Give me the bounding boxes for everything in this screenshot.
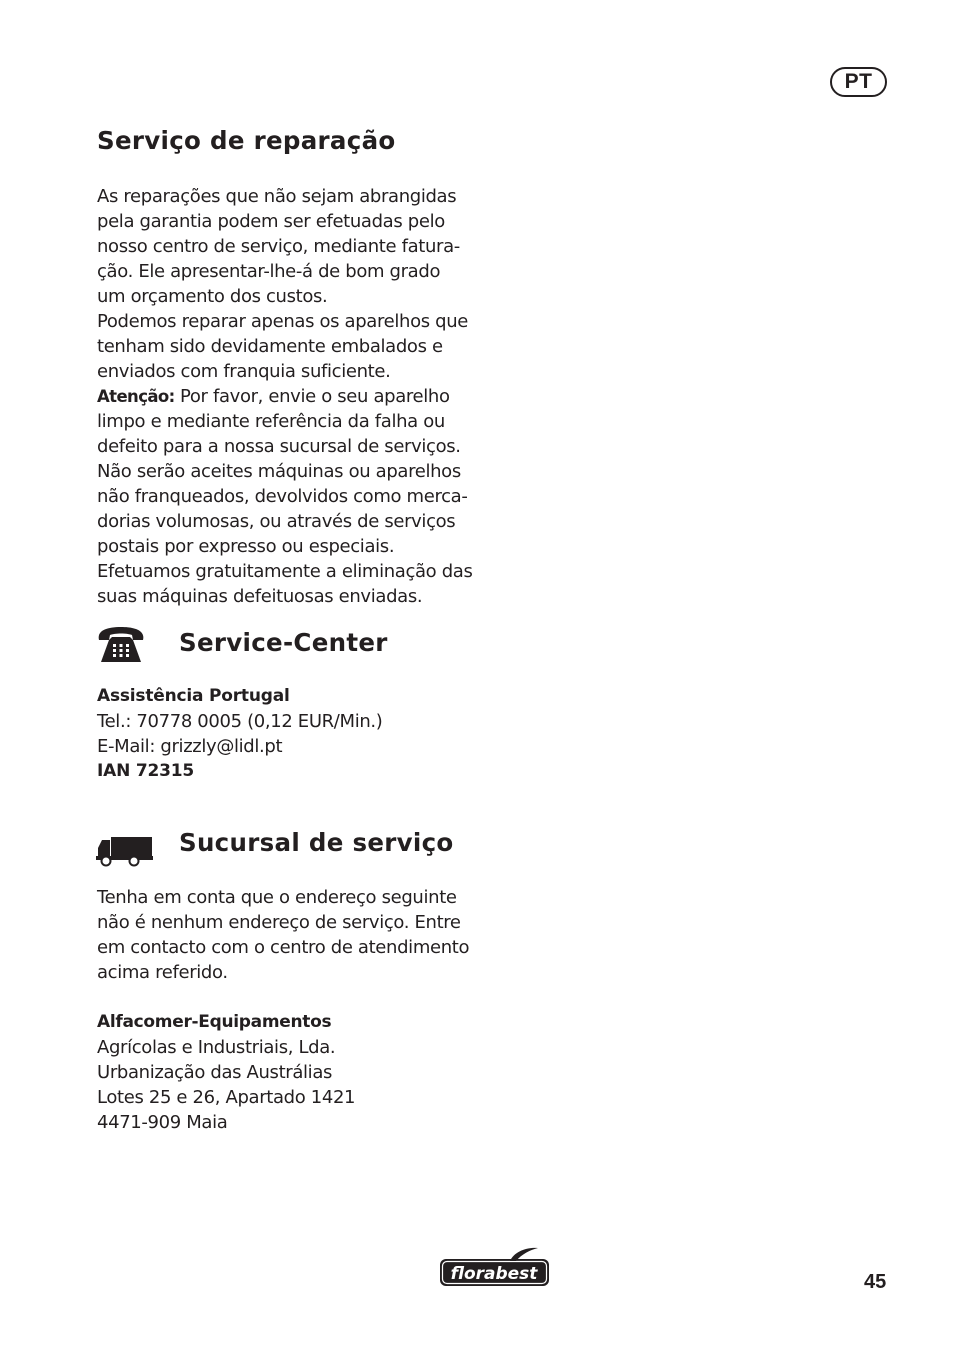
- page-number: 45: [864, 1271, 887, 1293]
- attention-text: Por favor, envie o seu aparelho: [174, 386, 450, 407]
- branch-heading: Sucursal de serviço: [179, 828, 454, 857]
- attention-line: [97, 384, 497, 409]
- text-line: dorias volumosas, ou através de serviços: [97, 511, 456, 532]
- text-line: acima referido.: [97, 962, 228, 983]
- text-line: pela garantia podem ser efetuadas pelo: [97, 211, 445, 232]
- address-line: 4471-909 Maia: [97, 1112, 228, 1133]
- logo-text: florabest: [450, 1264, 538, 1284]
- address-line: Agrícolas e Industriais, Lda.: [97, 1037, 336, 1058]
- branch-address: [97, 1010, 497, 1135]
- text-line: limpo e mediante referência da falha ou: [97, 411, 445, 432]
- text-line: suas máquinas defeituosas enviadas.: [97, 586, 423, 607]
- repair-text: [97, 184, 497, 609]
- text-line: As reparações que não sejam abrangidas: [97, 186, 457, 207]
- text-line: nosso centro de serviço, mediante fatura-: [97, 236, 460, 257]
- address-line: Urbanização das Austrálias: [97, 1062, 333, 1083]
- text-line: um orçamento dos custos.: [97, 286, 328, 307]
- service-center-contact: [97, 684, 497, 784]
- text-line: Podemos reparar apenas os aparelhos que: [97, 311, 468, 332]
- ian-number: IAN 72315: [97, 761, 194, 781]
- text-line: não franqueados, devolvidos como merca-: [97, 486, 468, 507]
- text-line: ção. Ele apresentar-lhe-á de bom grado: [97, 261, 441, 282]
- address-line: Lotes 25 e 26, Apartado 1421: [97, 1087, 356, 1108]
- repair-heading: Serviço de reparação: [97, 126, 396, 155]
- phone-number: Tel.: 70778 0005 (0,12 EUR/Min.): [97, 711, 383, 732]
- text-line: Não serão aceites máquinas ou aparelhos: [97, 461, 461, 482]
- service-center-heading: Service-Center: [179, 628, 388, 657]
- branch-note: [97, 885, 497, 985]
- text-line: Efetuamos gratuitamente a eliminação das: [97, 561, 473, 582]
- telephone-icon: [96, 624, 146, 666]
- attention-label: Atenção:: [97, 387, 175, 406]
- service-center-name: Assistência Portugal: [97, 686, 290, 706]
- florabest-logo: [438, 1246, 551, 1288]
- truck-icon: [96, 835, 154, 867]
- text-line: postais por expresso ou especiais.: [97, 536, 395, 557]
- text-line: não é nenhum endereço de serviço. Entre: [97, 912, 461, 933]
- text-line: em contacto com o centro de atendimento: [97, 937, 470, 958]
- email-address: E-Mail: grizzly@lidl.pt: [97, 736, 283, 757]
- company-name: Alfacomer-Equipamentos: [97, 1012, 332, 1032]
- language-badge: PT: [830, 67, 887, 97]
- text-line: tenham sido devidamente embalados e: [97, 336, 443, 357]
- text-line: enviados com franquia suficiente.: [97, 361, 391, 382]
- text-line: defeito para a nossa sucursal de serviços.: [97, 436, 461, 457]
- text-line: Tenha em conta que o endereço seguinte: [97, 887, 457, 908]
